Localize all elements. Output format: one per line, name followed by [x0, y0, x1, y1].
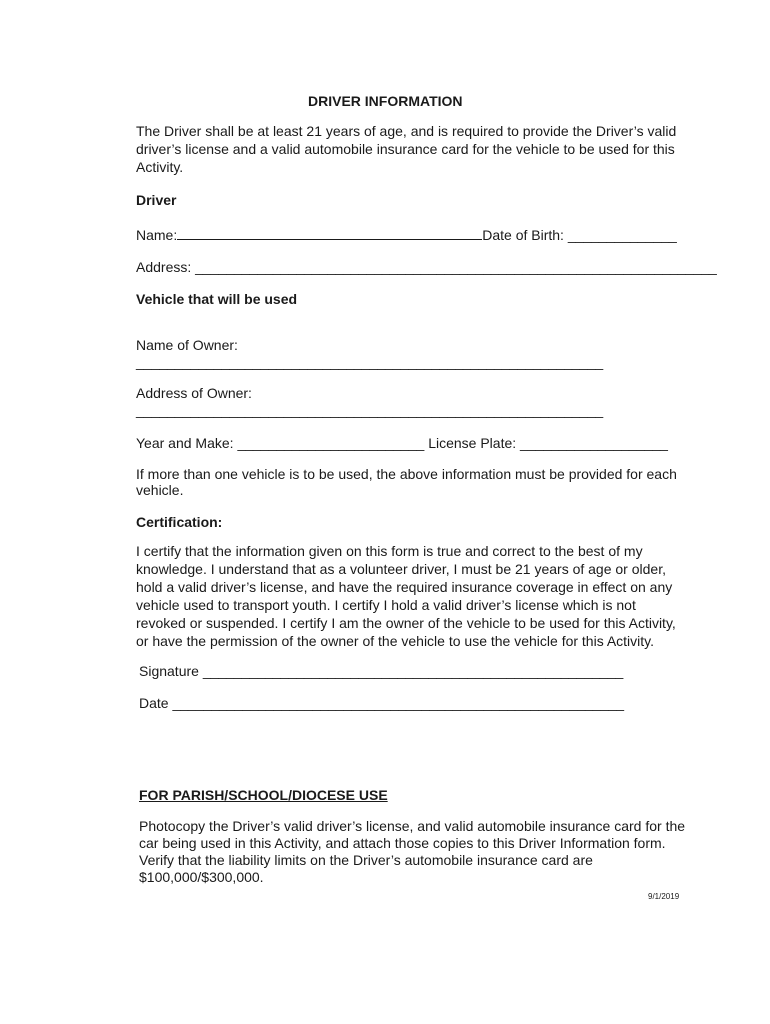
intro-line: Activity.: [136, 159, 184, 175]
certification-line: or have the permission of the owner of the vehicle to use the vehicle for this Activity.: [136, 633, 655, 649]
certification-line: vehicle used to transport youth. I certify I hold a valid driver’s license which is not: [136, 597, 636, 613]
office-use-paragraph: [139, 818, 684, 886]
certification-line: I certify that the information given on this form is true and correct to the best of my: [136, 543, 643, 559]
signature-field[interactable]: Signature ______________________________________________________: [139, 663, 624, 679]
driver-heading: Driver: [136, 192, 177, 208]
vehicle-note-line: If more than one vehicle is to be used, the above information must be provided for each: [136, 466, 677, 482]
footer-date: 9/1/2019: [648, 892, 680, 901]
owner-name-label: Name of Owner:: [136, 337, 238, 353]
office-use-line: Photocopy the Driver’s valid driver’s license, and valid automobile insurance card for the: [139, 818, 686, 834]
driver-address-row[interactable]: Address: ___________________________________________________________________: [136, 259, 717, 275]
owner-name-field[interactable]: ____________________________________________________________: [136, 354, 604, 370]
date-of-birth-label: Date of Birth: ______________: [482, 227, 677, 243]
certification-line: knowledge. I understand that as a volunteer driver, I must be 21 years of age or older,: [136, 561, 666, 577]
vehicle-note-line: vehicle.: [136, 482, 184, 498]
owner-address-field[interactable]: ____________________________________________________________: [136, 402, 604, 418]
certification-line: revoked or suspended. I certify I am the owner of the vehicle to be used for this Activity,: [136, 615, 676, 631]
office-use-heading: FOR PARISH/SCHOOL/DIOCESE USE: [139, 787, 388, 803]
office-use-line: Verify that the liability limits on the Driver’s automobile insurance card are: [139, 852, 593, 868]
vehicle-heading: Vehicle that will be used: [136, 291, 298, 307]
intro-line: driver’s license and a valid automobile insurance card for the vehicle to be used for this: [136, 141, 675, 157]
page-title: DRIVER INFORMATION: [308, 93, 463, 109]
driver-name-field[interactable]: [177, 225, 482, 240]
intro-paragraph: [136, 122, 681, 176]
office-use-line: $100,000/$300,000.: [139, 869, 264, 885]
certification-paragraph: [136, 542, 681, 650]
certification-heading: Certification:: [136, 514, 223, 530]
driver-name-label: Name:: [136, 227, 178, 243]
date-field[interactable]: Date __________________________________________________________: [139, 695, 625, 711]
year-make-license-row[interactable]: Year and Make: ________________________ License Plate: ___________________: [136, 435, 668, 451]
vehicle-note: [136, 466, 681, 498]
driver-name-row: [136, 225, 677, 244]
certification-line: hold a valid driver’s license, and have the required insurance coverage in effect on any: [136, 579, 673, 595]
intro-line: The Driver shall be at least 21 years of age, and is required to provide the Driver’s valid: [136, 123, 677, 139]
owner-address-label: Address of Owner:: [136, 385, 252, 401]
office-use-line: car being used in this Activity, and attach those copies to this Driver Information form.: [139, 835, 666, 851]
